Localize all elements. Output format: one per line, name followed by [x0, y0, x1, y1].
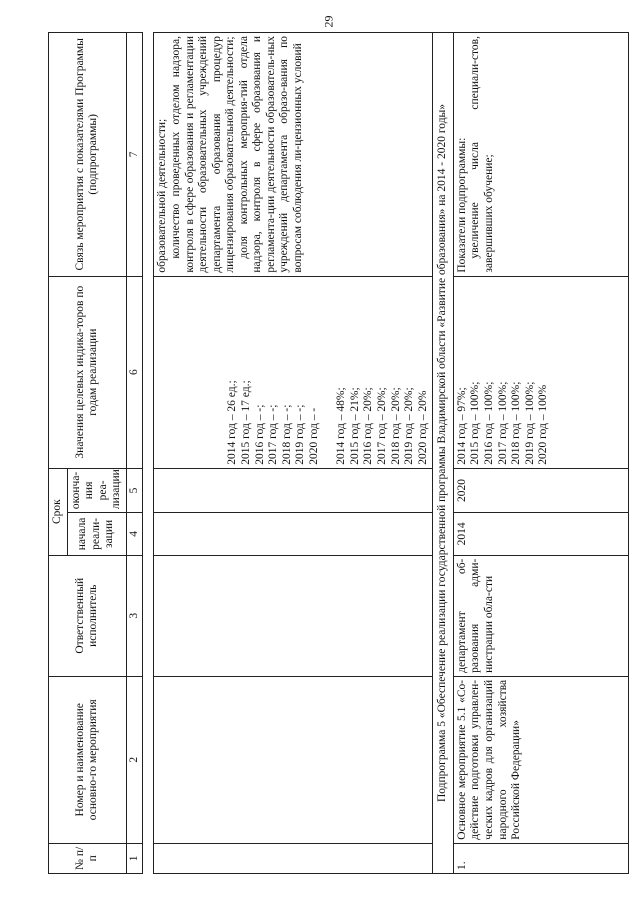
col-number: 3	[126, 555, 143, 676]
row-link-text: увеличение числа специали-стов, завершивших обучение;	[469, 36, 495, 273]
values-block-b: 2014 год – 48%; 2015 год – 21%; 2016 год – 20%; 2017 год – 20%; 2018 год – 20%; 2019 год – 20%; 2020 год – 20%	[335, 387, 429, 465]
header-name: Номер и наименование основно-го мероприятия	[49, 676, 127, 843]
link-text-a: образовательной деятельности;	[156, 118, 169, 273]
col-number: 6	[126, 276, 143, 468]
page-number: 29	[321, 15, 336, 28]
row-start: 2014	[453, 513, 628, 555]
link-text-c: доля контрольных мероприя-тий отдела надзора, контроля в сфере образования и регламента-ции деятельности образователь-ных учреждений департамента образо-вания по вопросам соблюдения ли-цензионных условий	[237, 36, 304, 273]
header-term: Срок	[49, 468, 68, 555]
column-numbers-row	[126, 33, 143, 874]
row-end: 2020	[453, 468, 628, 512]
row-values: 2014 год – 97%; 2015 год – 100%; 2016 год – 100%; 2017 год – 100%; 2018 год – 100%; 2019 год – 100%; 2020 год – 100%	[453, 276, 628, 468]
col-number: 1	[126, 843, 143, 873]
header-row	[49, 33, 68, 874]
header-link: Связь мероприятия с показателями Программы (подпрограммы)	[49, 33, 127, 277]
header-num: № п/п	[49, 843, 127, 873]
rotated-table-container	[48, 32, 612, 874]
row-name: Основное мероприятие 5.1 «Со-действие подготовки управлен-ческих кадров для организаций народного хозяйства Российской Федерации»	[453, 676, 628, 843]
link-cell	[154, 33, 433, 277]
col-number: 7	[126, 33, 143, 277]
header-values: Значения целевых индика-торов по годам реализации	[49, 276, 127, 468]
row-number: 1.	[453, 843, 628, 873]
row-executor: департамент об-разования адми-нистрации обла-сти	[453, 555, 628, 676]
header-end: оконча-ния реа-лизации	[67, 468, 126, 512]
values-cell	[154, 276, 433, 468]
row-link	[453, 33, 628, 277]
header-executor: Ответственный исполнитель	[49, 555, 127, 676]
table-row	[453, 33, 628, 874]
col-number: 4	[126, 513, 143, 555]
col-number: 5	[126, 468, 143, 512]
link-text-b: количество проведенных отделом надзора, контроля в сфере образования и регламентации деятельности образовательных учреждений департамента образования процедур лицензирования образовательной деятельности;	[169, 36, 237, 273]
subprogram-title: Подпрограмма 5 «Обеспечение реализации государственной программы Владимирской области «Развитие образования» на 2014 - 2020 годы»	[433, 33, 454, 874]
continued-row	[154, 33, 433, 874]
subprogram-row	[433, 33, 454, 874]
row-link-title: Показатели подпрограммы:	[455, 137, 468, 273]
col-number: 2	[126, 676, 143, 843]
table-gap	[143, 33, 154, 874]
activities-table	[48, 32, 629, 874]
header-start: начала реали-зации	[67, 513, 126, 555]
values-block-a: 2014 год – 26 ед.; 2015 год – 17 ед.; 2016 год – -; 2017 год – -; 2018 год – -; 2019 год – -; 2020 год – -	[226, 380, 320, 465]
